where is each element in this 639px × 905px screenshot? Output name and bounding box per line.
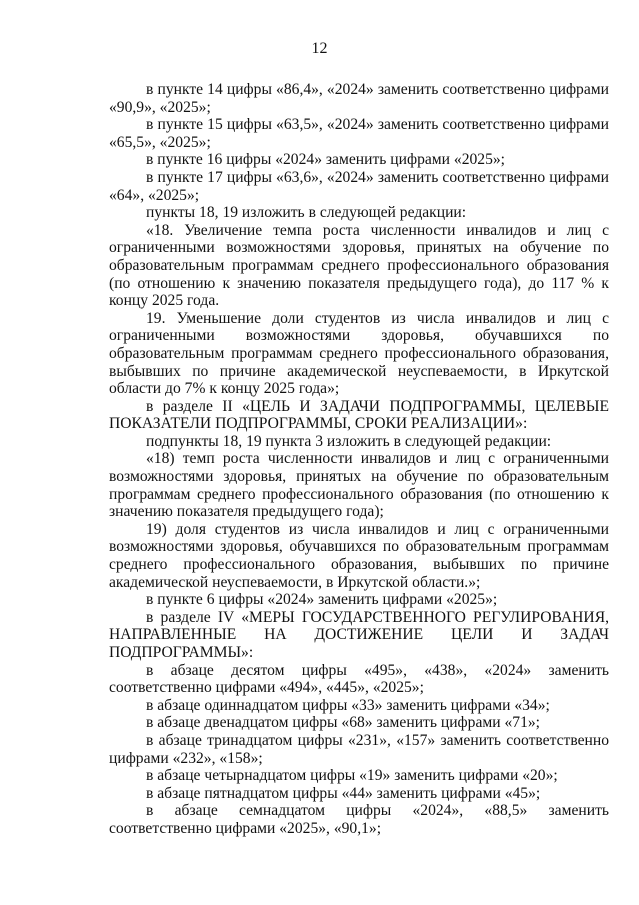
paragraph-items-18-19-intro: пункты 18, 19 изложить в следующей редакции: — [146, 204, 467, 222]
paragraph-item-17: в пункте 17 цифры «63,6», «2024» заменить соответственно цифрами «64», «2025»; — [109, 168, 609, 204]
paragraph-subitems-intro: подпункты 18, 19 пункта 3 изложить в следующей редакции: — [146, 432, 552, 450]
paragraph-subitem-19: 19) доля студентов из числа инвалидов и лиц с ограниченными возможностями здоровья, обучавшихся по образовательным программам среднего профессионального образования, выбывших по причине академической неуспеваемости, в Иркутской области.»; — [109, 520, 609, 591]
paragraph-abzac-17: в абзаце семнадцатом цифры «2024», «88,5» заменить соответственно цифрами «2025», «90,1»; — [109, 802, 609, 837]
paragraph-abzac-12: в абзаце двенадцатом цифры «68» заменить цифрами «71»; — [146, 714, 541, 732]
paragraph-subitem-18: «18) темп роста численности инвалидов и лиц с ограниченными возможностями здоровья, принятых на обучение по образовательным программам среднего профессионального образования (по отношению к значению показателя предыдущего года); — [109, 450, 609, 521]
paragraph-abzac-15: в абзаце пятнадцатом цифры «44» заменить цифрами «45»; — [146, 784, 541, 802]
paragraph-section-ii: в разделе II «ЦЕЛЬ И ЗАДАЧИ ПОДПРОГРАММЫ, ЦЕЛЕВЫЕ ПОКАЗАТЕЛИ ПОДПРОГРАММЫ, СРОКИ РЕАЛИЗАЦИИ»: — [109, 397, 609, 433]
paragraph-abzac-10: в абзаце десятом цифры «495», «438», «2024» заменить соответственно цифрами «494», «445», «2025»; — [109, 661, 609, 697]
paragraph-item-14: в пункте 14 цифры «86,4», «2024» заменить соответственно цифрами «90,9», «2025»; — [109, 81, 609, 116]
paragraph-item-18-new: «18. Увеличение темпа роста численности инвалидов и лиц с ограниченными возможностями здоровья, принятых на обучение по образовательным программам среднего профессионального образования (по отношению к значению показателя предыдущего года), до 117 % к концу 2025 года. — [109, 221, 609, 310]
paragraph-item-16: в пункте 16 цифры «2024» заменить цифрами «2025»; — [146, 151, 506, 169]
paragraph-abzac-11: в абзаце одиннадцатом цифры «33» заменить цифрами «34»; — [146, 696, 550, 714]
paragraph-section-iv: в разделе IV «МЕРЫ ГОСУДАРСТВЕННОГО РЕГУЛИРОВАНИЯ, НАПРАВЛЕННЫЕ НА ДОСТИЖЕНИЕ ЦЕЛИ И ЗАДАЧ ПОДПРОГРАММЫ»: — [109, 608, 609, 661]
document-body — [109, 81, 609, 838]
paragraph-item-6: в пункте 6 цифры «2024» заменить цифрами «2025»; — [146, 591, 498, 609]
page-number: 12 — [311, 40, 328, 57]
paragraph-abzac-13: в абзаце тринадцатом цифры «231», «157» заменить соответственно цифрами «232», «158»; — [109, 731, 609, 767]
paragraph-item-15: в пункте 15 цифры «63,5», «2024» заменить соответственно цифрами «65,5», «2025»; — [109, 116, 609, 151]
paragraph-abzac-14: в абзаце четырнадцатом цифры «19» заменить цифрами «20»; — [146, 767, 558, 785]
paragraph-item-19-new: 19. Уменьшение доли студентов из числа инвалидов и лиц с ограниченными возможностями здоровья, обучавшихся по образовательным программам среднего профессионального образования, выбывших по причине академической неуспеваемости, в Иркутской области до 7% к концу 2025 года»; — [109, 309, 609, 398]
